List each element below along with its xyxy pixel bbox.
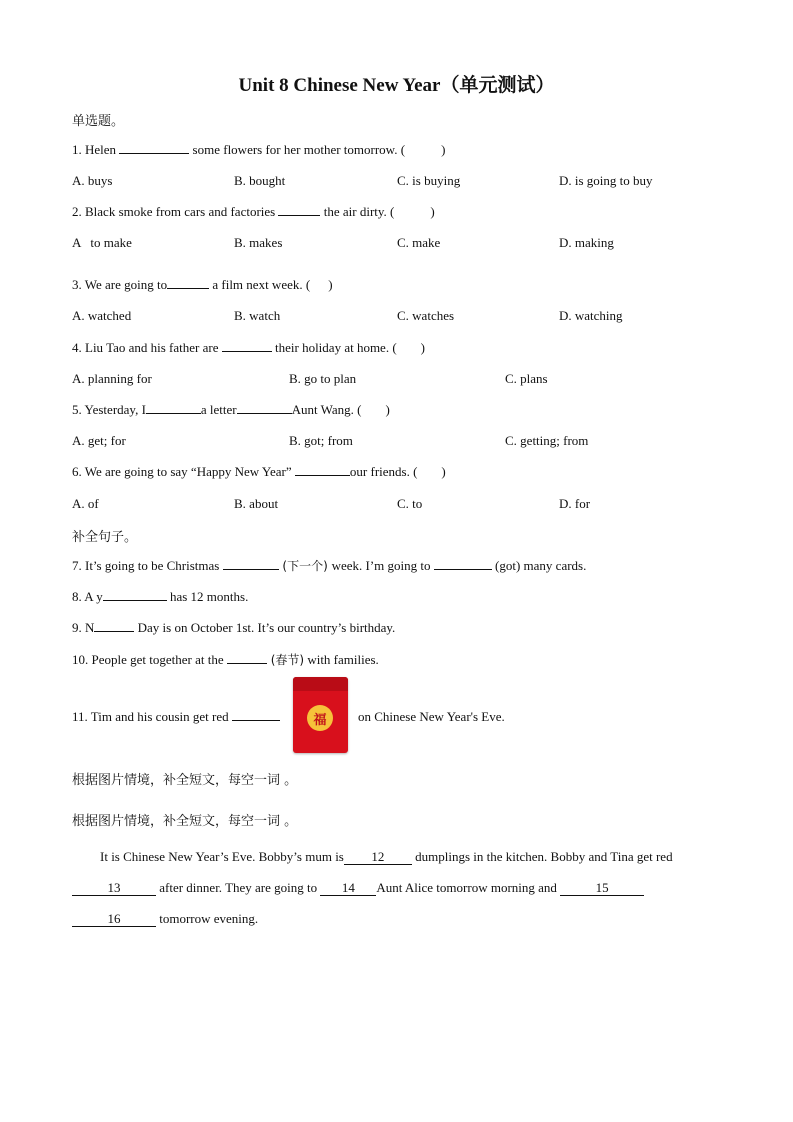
question-10-text: 10. People get together at the: [72, 652, 227, 667]
option-c[interactable]: C. is buying: [397, 173, 461, 188]
option-d[interactable]: D. is going to buy: [559, 173, 653, 188]
option-d[interactable]: D. making: [559, 235, 614, 250]
option-a[interactable]: [72, 234, 132, 252]
question-6: [72, 463, 446, 481]
answer-blank[interactable]: [167, 276, 209, 289]
question-7-text: 7. It’s going to be Christmas: [72, 558, 223, 573]
passage-line-1: [72, 841, 722, 872]
question-4-text: 4. Liu Tao and his father are: [72, 340, 222, 355]
paren-close: ): [385, 402, 390, 417]
option-d[interactable]: D. watching: [559, 308, 623, 323]
answer-blank[interactable]: [237, 401, 292, 414]
question-5-text-mid: a letter: [200, 402, 237, 417]
question-11-text-end: on Chinese New Year's Eve.: [358, 709, 505, 724]
answer-blank[interactable]: [232, 708, 280, 721]
chinese-hint: (春节): [266, 653, 305, 667]
passage-text: Aunt Alice tomorrow morning and: [376, 880, 561, 895]
numbered-blank-15[interactable]: 15: [560, 881, 644, 896]
section-heading-single-choice: 单选题。: [72, 114, 125, 129]
passage-line-3: [72, 903, 722, 934]
option-c[interactable]: C. watches: [397, 308, 455, 323]
paren-close: ): [441, 142, 446, 157]
passage-line-2: [72, 872, 722, 903]
numbered-blank-12[interactable]: 12: [344, 850, 412, 865]
question-3-text: 3. We are going to: [72, 277, 168, 292]
question-2-text-end: the air dirty. (: [320, 204, 395, 219]
answer-blank[interactable]: [103, 588, 167, 601]
paren-close: ): [328, 277, 333, 292]
question-1: [72, 141, 445, 159]
numbered-blank-14[interactable]: 14: [320, 881, 376, 896]
question-9-text-end: Day is on October 1st. It’s our country’s birthday.: [134, 620, 396, 635]
option-b[interactable]: B. makes: [234, 235, 283, 250]
passage-text: tomorrow evening.: [156, 911, 259, 926]
question-10: [72, 651, 379, 669]
option-c[interactable]: C. to: [397, 496, 423, 511]
option-c[interactable]: C. plans: [505, 371, 548, 386]
question-2-text: 2. Black smoke from cars and factories: [72, 204, 279, 219]
cloze-passage: [72, 841, 722, 934]
passage-text: after dinner. They are going to: [156, 880, 321, 895]
question-6-text: 6. We are going to say “Happy New Year”: [72, 464, 295, 479]
question-1-text: 1. Helen: [72, 142, 120, 157]
question-2: [72, 203, 435, 221]
option-a[interactable]: A. get; for: [72, 433, 126, 448]
answer-blank[interactable]: [119, 141, 189, 154]
option-c[interactable]: C. getting; from: [505, 433, 589, 448]
option-a-text: to make: [90, 235, 132, 250]
question-7-text-end: (got) many cards.: [491, 558, 587, 573]
question-9: [72, 619, 395, 637]
option-a-letter: A: [72, 235, 82, 250]
answer-blank[interactable]: [146, 401, 201, 414]
question-3: [72, 276, 333, 294]
option-a[interactable]: A. of: [72, 496, 99, 511]
question-8-text-end: has 12 months.: [166, 589, 249, 604]
answer-blank[interactable]: [434, 557, 492, 570]
question-11-text: 11. Tim and his cousin get red: [72, 709, 232, 724]
answer-blank[interactable]: [94, 619, 134, 632]
numbered-blank-13[interactable]: 13: [72, 881, 156, 896]
option-b[interactable]: B. go to plan: [289, 371, 357, 386]
option-b[interactable]: B. watch: [234, 308, 281, 323]
red-envelope-image: [293, 677, 348, 753]
question-4-text-end: their holiday at home. (: [271, 340, 397, 355]
section-heading-picture-passage: 根据图片情境，补全短文，每空一词 。: [72, 773, 298, 788]
option-b[interactable]: B. got; from: [289, 433, 353, 448]
question-5-text: 5. Yesterday, I: [72, 402, 146, 417]
question-10-text-end: with families.: [304, 652, 379, 667]
question-9-text: 9. N: [72, 620, 95, 635]
answer-blank[interactable]: [227, 651, 267, 664]
question-1-text-end: some flowers for her mother tomorrow. (: [189, 142, 406, 157]
passage-text: dumplings in the kitchen. Bobby and Tina get red: [411, 849, 673, 864]
option-a[interactable]: A. planning for: [72, 371, 152, 386]
chinese-hint: (下一个): [278, 559, 332, 573]
paren-close: ): [430, 204, 435, 219]
question-4: [72, 339, 425, 357]
option-a[interactable]: A. watched: [72, 308, 132, 323]
answer-blank[interactable]: [223, 557, 279, 570]
question-8: [72, 588, 248, 606]
section-heading-complete-sentences: 补全句子。: [72, 530, 138, 545]
option-a[interactable]: A. buys: [72, 173, 113, 188]
question-7: [72, 557, 586, 575]
question-6-text-end: our friends. (: [349, 464, 418, 479]
fu-character: 福: [313, 712, 327, 728]
envelope-flap: [293, 677, 348, 691]
paren-close: ): [441, 464, 446, 479]
option-d[interactable]: D. for: [559, 496, 591, 511]
question-8-text: 8. A y: [72, 589, 103, 604]
paren-close: ): [420, 340, 426, 355]
section-heading-picture-passage-repeat: 根据图片情境，补全短文，每空一词 。: [72, 814, 298, 829]
fu-badge: [307, 705, 333, 731]
numbered-blank-16[interactable]: 16: [72, 912, 156, 927]
answer-blank[interactable]: [295, 463, 350, 476]
option-b[interactable]: B. bought: [234, 173, 286, 188]
option-c[interactable]: C. make: [397, 235, 441, 250]
question-3-text-end: a film next week. (: [209, 277, 311, 292]
question-5-text-end: Aunt Wang. (: [291, 402, 362, 417]
question-11: [72, 708, 280, 726]
page-title: Unit 8 Chinese New Year（单元测试）: [238, 75, 555, 96]
option-b[interactable]: B. about: [234, 496, 279, 511]
question-5: [72, 401, 390, 419]
question-7-text-mid: week. I’m going to: [331, 558, 434, 573]
passage-text: It is Chinese New Year’s Eve. Bobby’s mum is: [100, 849, 344, 864]
answer-blank[interactable]: [222, 339, 272, 352]
answer-blank[interactable]: [278, 203, 320, 216]
